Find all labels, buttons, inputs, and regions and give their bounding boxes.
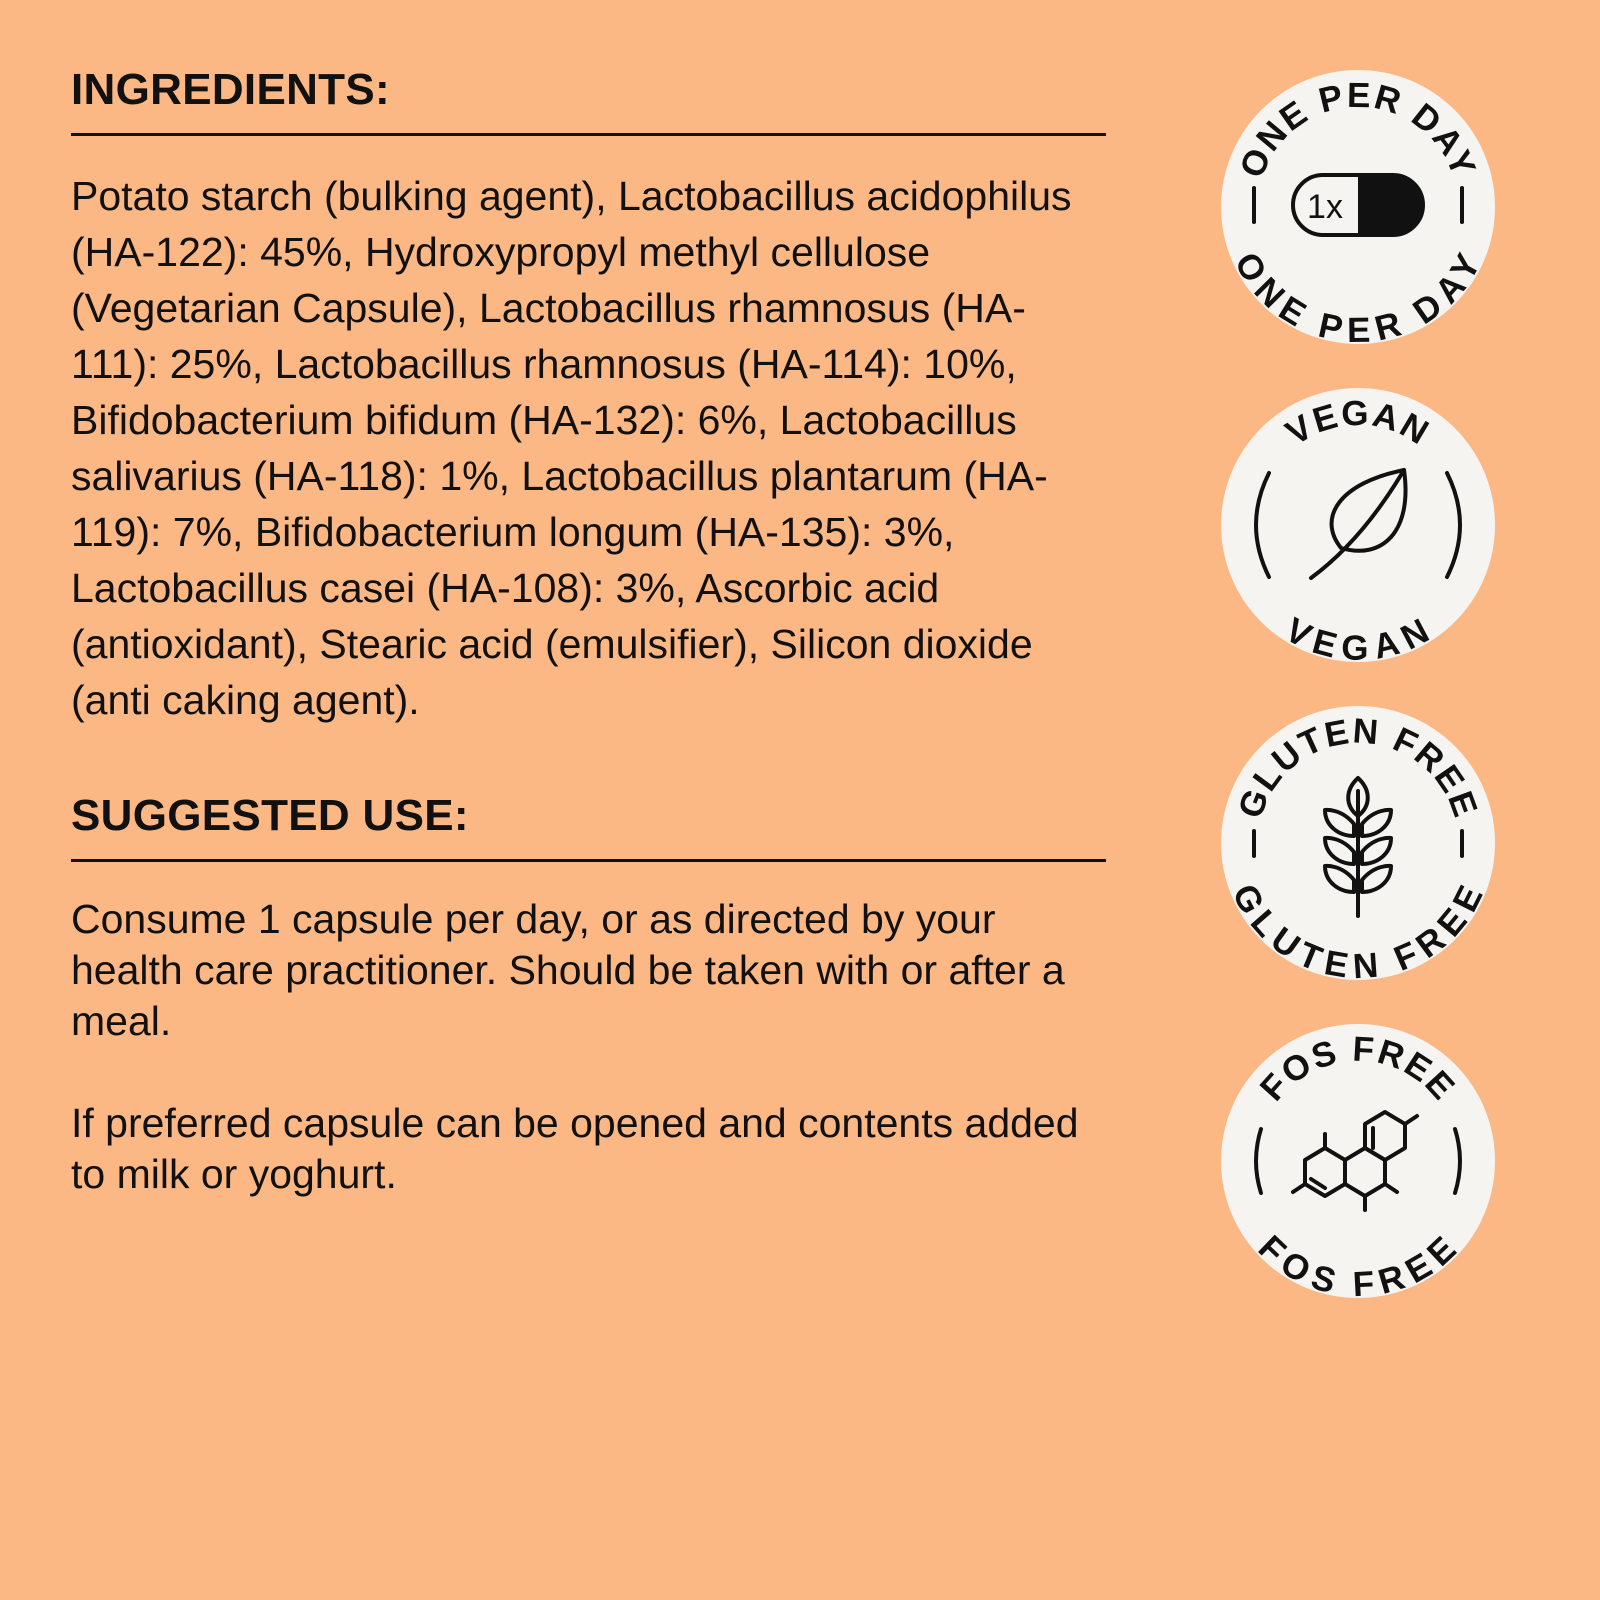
- gluten-free-badge: [1221, 706, 1495, 980]
- badge-top-text: GLUTEN FREE: [1230, 711, 1486, 824]
- vegan-badge: [1221, 388, 1495, 662]
- badge-bottom-text: ONE PER DAY: [1226, 245, 1490, 344]
- suggested-use-divider: [71, 859, 1106, 862]
- vegan-badge-graphic: [1221, 388, 1495, 662]
- suggested-use-paragraph: If preferred capsule can be opened and contents added to milk or yoghurt.: [71, 1100, 1079, 1197]
- ingredients-text: Potato starch (bulking agent), Lactobacillus acidophilus (HA-122): 45%, Hydroxypropyl methyl cellulose (Vegetarian Capsule), Lactobacillus rhamnosus (HA-111): 25%, Lactobacillus rhamnosus (HA-114): 10%, Bifidobacterium bifidum (HA-132): 6%, Lactobacillus salivarius (HA-118): 1%, Lactobacillus plantarum (HA-119): 7%, Bifidobacterium longum (HA-135): 3%, Lactobacillus casei (HA-108): 3%, Ascorbic acid (antioxidant), Stearic acid (emulsifier), Silicon dioxide (anti caking agent).: [71, 173, 1072, 723]
- gluten-free-badge-graphic: [1221, 706, 1495, 980]
- badge-bottom-text: VEGAN: [1278, 610, 1437, 662]
- ingredients-title: INGREDIENTS:: [71, 65, 390, 114]
- one-per-day-badge: [1221, 70, 1495, 344]
- fos-free-badge: [1221, 1024, 1495, 1298]
- badge-bottom-text: GLUTEN FREE: [1224, 877, 1492, 980]
- badge-top-text: VEGAN: [1279, 393, 1437, 454]
- suggested-use-paragraph: Consume 1 capsule per day, or as directed by your health care practitioner. Should be taken with or after a meal.: [71, 896, 1065, 1044]
- badge-top-text: FOS FREE: [1252, 1029, 1464, 1109]
- capsule-label: 1x: [1307, 188, 1343, 226]
- one-per-day-badge-graphic: [1221, 70, 1495, 344]
- suggested-use-title: SUGGESTED USE:: [71, 791, 469, 840]
- ingredients-divider: [71, 133, 1106, 136]
- badge-bottom-text: FOS FREE: [1250, 1227, 1465, 1298]
- badge-top-text: ONE PER DAY: [1232, 75, 1484, 184]
- badge-column: [1221, 70, 1495, 1342]
- fos-free-badge-graphic: [1221, 1024, 1495, 1298]
- content-column: [71, 60, 1106, 1200]
- capsule-icon: [1293, 175, 1423, 235]
